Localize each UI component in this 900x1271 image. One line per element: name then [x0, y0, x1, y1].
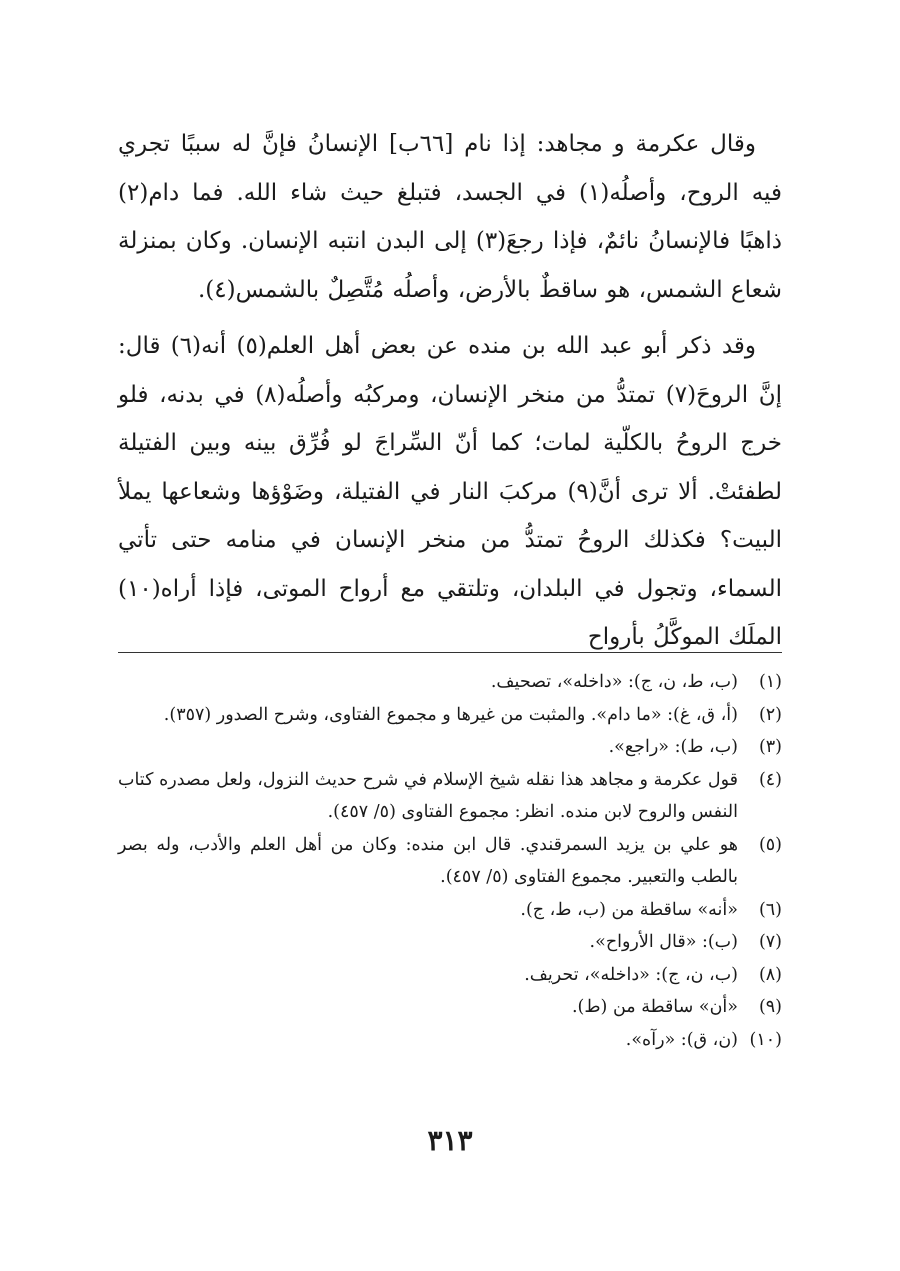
footnote-text: «أن» ساقطة من (ط). [571, 997, 738, 1017]
footnote-separator [118, 652, 782, 653]
footnote-number: (٧) [758, 932, 782, 952]
footnote-text: هو علي بن يزيد السمرقندي. قال ابن منده: وكان من أهل العلم والأدب، وله بصر بالطب والتعبير. مجموع الفتاوى (٥/ ٤٥٧). [118, 834, 738, 887]
footnote-item [118, 666, 782, 699]
footnote-item [118, 1024, 782, 1057]
paragraph: وقال عكرمة و مجاهد: إذا نام [٦٦ب] الإنسانُ فإنَّ له سببًا تجري فيه الروح، وأصلُه(١) في الجسد، فتبلغ حيث شاء الله. فما دام(٢) ذاهبًا فالإنسانُ نائمٌ، فإذا رجعَ(٣) إلى البدن انتبه الإنسان. وكان بمنزلة شعاع الشمس، هو ساقطٌ بالأرض، وأصلُه مُتَّصِلٌ بالشمس(٤). [118, 131, 782, 303]
footnote-number: (٥) [758, 834, 782, 855]
footnote-text: (ن، ق): «رآه». [625, 1029, 738, 1050]
footnote-number: (٦) [758, 899, 782, 920]
footnote-text: (ب، ن، ج): «داخله»، تحريف. [524, 964, 738, 985]
footnote-item [118, 731, 782, 764]
footnote-number: (٨) [758, 964, 782, 985]
footnotes-list [118, 666, 782, 1056]
footnote-item [118, 894, 782, 927]
footnote-item [118, 959, 782, 992]
footnote-item [118, 764, 782, 829]
footnote-item [118, 926, 782, 959]
footnote-number: (٣) [758, 737, 782, 757]
footnote-text: قول عكرمة و مجاهد هذا نقله شيخ الإسلام في شرح حديث النزول، ولعل مصدره كتاب النفس والروح لابن منده. انظر: مجموع الفتاوى (٥/ ٤٥٧). [118, 769, 738, 822]
main-text [118, 120, 782, 670]
footnote-text: (ب، ط): «راجع». [608, 737, 738, 757]
page-number: ٣١٣ [427, 1124, 473, 1157]
footnote-number: (١٠) [749, 1029, 782, 1050]
footnote-text: «أنه» ساقطة من (ب، ط، ج). [520, 899, 738, 920]
footnote-text: (ب): «قال الأرواح». [589, 932, 738, 952]
footnote-item [118, 991, 782, 1024]
footnote-item [118, 829, 782, 894]
paragraph: وقد ذكر أبو عبد الله بن منده عن بعض أهل العلم(٥) أنه(٦) قال: إنَّ الروحَ(٧) تمتدُّ من منخر الإنسان، ومركبُه وأصلُه(٨) في بدنه، فلو خرج الروحُ بالكلّية لمات؛ كما أنّ السِّراجَ لو فُرِّق بينه وبين الفتيلة لطفئتْ. ألا ترى أنَّ(٩) مركبَ النار في الفتيلة، وضَوْؤها وشعاعها يملأ البيت؟ فكذلك الروحُ تمتدُّ من منخر الإنسان في منامه حتى تأتي السماء، وتجول في البلدان، وتلتقي مع أرواح الموتى، فإذا أراه(١٠) الملَك الموكَّلُ بأرواح [118, 333, 782, 650]
footnote-item [118, 699, 782, 732]
footnote-number: (٢) [758, 704, 782, 725]
footnote-number: (٤) [758, 769, 782, 790]
footnote-number: (٩) [758, 997, 782, 1017]
footnote-number: (١) [758, 672, 782, 692]
footnote-text: (أ، ق، غ): «ما دام». والمثبت من غيرها و مجموع الفتاوى، وشرح الصدور (٣٥٧). [163, 704, 738, 725]
footnote-text: (ب، ط، ن، ج): «داخله»، تصحيف. [490, 672, 738, 692]
